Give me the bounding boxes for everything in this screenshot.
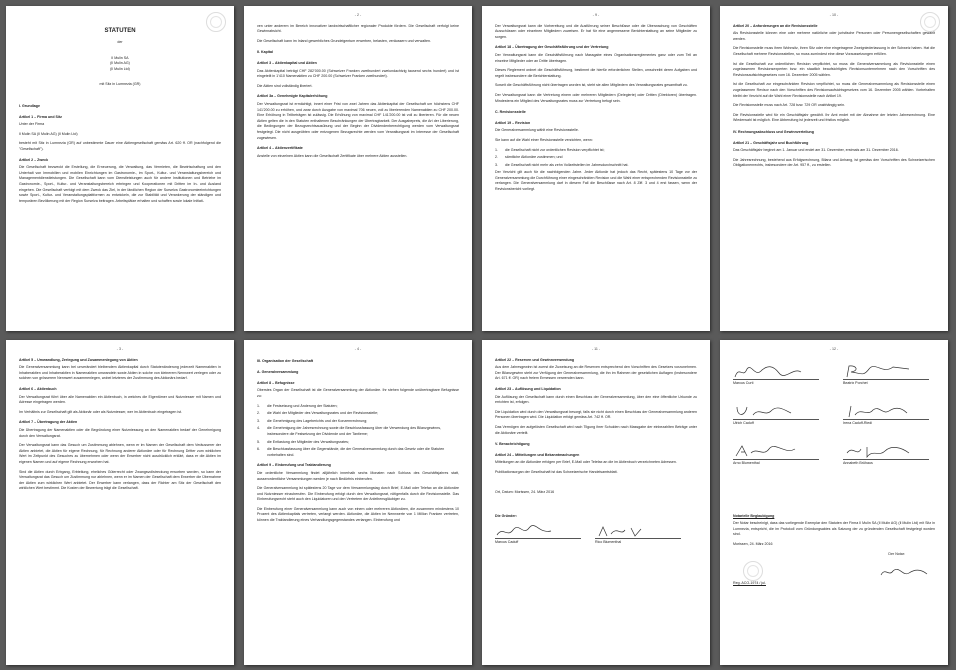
signature-block [595, 524, 681, 546]
signature-block [495, 524, 581, 546]
notary-label: Der Notar: [888, 551, 905, 556]
list-item: 2. die Wahl der Mitglieder des Verwaltungsrates und der Revisionsstelle; [257, 411, 379, 416]
paragraph: Die Gesellschaft kann im Inland gewerbliches Grundeigentum erwerben, belasten, veräussern und verwalten. [257, 38, 431, 43]
article-heading: Artikel 21 – Geschäftsjahr und Buchführung [733, 140, 809, 145]
seal-watermark-icon [920, 12, 940, 32]
page-number: - 4 - [354, 347, 362, 351]
paragraph: Aus dem Jahresgewinn ist zuerst die Zuweisung an die Reserven entsprechend den Vorschriften des Gesetzes vorzunehmen. Der Bilanzgewinn steht zur Verfügung der Generalversammlung, die ihn im Rahmen der gesetzlichen Auflagen (insbesondere Art. 671 ff. OR) nach freiem Ermessen verwenden kann. [495, 365, 697, 381]
paragraph: Der Notar bescheinigt, dass das vorliegende Exemplar den Statuten der Firma Il Mulin SA (Il Mulin AG) (Il Mulin Ltd) mit Sitz in Lumnezia, entspricht, die im Protokoll vom Gründungsaktes als Satzung der zu gründenden Gesellschaft festgelegt worden sind. [733, 521, 935, 537]
paragraph: Die Revisionsstelle muss ihren Wohnsitz, ihren Sitz oder eine eingetragene Zweigniederlassung in der Schweiz haben. Hat die Gesellschaft mehrere Revisionsstellen, so muss zumindest eine diese Voraussetzungen erfüllen. [733, 46, 935, 56]
paragraph: Das Aktienkapital beträgt CHF 282'000.00 (Schweizer Franken zweihundert zweiundachtzig tausend sechs hundert) und ist eingeteilt in 1'410 Namenaktien zu CHF 200.00 (Schweizer Franken zweihundert). [257, 68, 459, 79]
page-number: - 11 - [591, 347, 601, 351]
paragraph: Im Verhältnis zur Gesellschaft gilt als Aktionär oder als Nutzniesser, wer im Aktienbuch eingetragen ist. [19, 409, 182, 414]
article-heading: Artikel 20 – Anforderungen an die Revisionsstelle [733, 23, 818, 28]
paragraph: Sind die Aktien durch Erbgang, Erbteilung, eheliches Güterrecht oder Zwangsvollstreckung erworben worden, so kann der Verwaltungsrat das Gesuch um Zustimmung nur ablehnen, wenn er im Namen der Gesellschaft dem Erwerber die Übernahme der Aktien zum wirklichen Wert anbietet. Der Erwerber kann verlangen, dass der Richter am Sitz der Gesellschaft den wirklichen Wert bestimmt. Die Kosten der Bewertung trägt die Gesellschaft. [19, 469, 221, 491]
signatory-name: Ulrich Caduff [733, 419, 819, 427]
paragraph: Der Verzicht gilt auch für die nachfolgenden Jahre. Jeder Aktionär hat jedoch das Recht, spätestens 10 Tage vor der Generalversammlung die Durchführung einer eingeschränkten Revision und die Wahl einer entsprechenden Revisionsstelle zu verlangen. Die Generalversammlung darf in diesem Fall die Beschlüsse nach Art. 8 Ziff. 3 und 4 erst fassen, wenn der Revisionsbericht vorliegt. [495, 170, 697, 192]
page-number: - 2 - [354, 13, 362, 17]
paragraph: Die Liquidation wird durch den Verwaltungsrat besorgt, falls sie nicht durch einen Beschluss der Generalversammlung anderen Personen übertragen wird. Die Liquidation erfolgt gemäss Art. 742 ff. OR. [495, 409, 697, 420]
paragraph: Das Geschäftsjahr beginnt am 1. Januar und endet am 31. Dezember, erstmals am 31. Dezember 2016. [733, 148, 899, 153]
list-item: 3. die Gesellschaft nicht mehr als zehn Vollzeitstellen im Jahresdurchschnitt hat. [495, 162, 629, 167]
page-7 [482, 340, 710, 665]
paragraph: Die Übertragung der Namenaktien oder die Begründung einer Nutzniessung an den Namenaktien bedarf der Genehmigung durch den Verwaltungsrat. [19, 427, 221, 438]
handwritten-signature-icon [495, 524, 555, 538]
handwritten-signature-icon [843, 443, 913, 459]
paragraph: Die Jahresrechnung, bestehend aus Erfolgsrechnung, Bilanz und Anhang, ist gemäss den Vorschriften des Schweizerischen Obligationenrechts, insbesondere der Art. 957 ff., zu erstellen. [733, 157, 935, 168]
page-2 [244, 6, 472, 331]
handwritten-signature-icon [595, 524, 655, 538]
company-seat: mit Sitz in Lumnezia (GR) [99, 82, 141, 87]
company-name-en: (Il Mulin Ltd) [110, 66, 130, 71]
paragraph: Der Verwaltungsrat ist ermächtigt, innert einer Frist von zwei Jahren das Aktienkapital der Gesellschaft um höchstens CHF 141'200.00 zu erhöhen, und zwar durch Ausgabe von maximal 706 neuen, voll zu liberierenden Namenaktien zu CHF 200.00. Eine Erhöhung in Teilbeträgen ist zulässig. Die Erhöhung von maximal CHF 141'200.00 ist voll zu liberieren. Für die neuen Aktien gelten die in den Statuten enthaltenen Beschränkungen der Übertragbarkeit. Der Ausgabepreis, die Art der Liberierung, die Bedingungen der Bezugsrechtsausübung und der Beginn der Dividendenberechtigung werden vom Verwaltungsrat festgelegt. Die nicht ausgeübten oder entzogenen Bezugsrechte werden vom Verwaltungsrat im Interesse der Gesellschaft zugewiesen. [257, 101, 459, 140]
section-heading: IV. Rechnungsabschluss und Gewinnverteilung [733, 129, 814, 134]
company-name-de: (Il Mulin AG) [110, 61, 130, 66]
paragraph: Publikationsorgan der Gesellschaft ist das Schweizerische Handelsamtsblatt. [495, 469, 618, 474]
article-heading: Artikel 1 – Firma und Sitz [19, 114, 62, 119]
article-heading: Artikel 9 – Einberufung und Traktandierung [257, 463, 331, 468]
signing-date: Ort, Datum: Morissen, 24. März 2016 [495, 489, 555, 494]
paragraph: Oberstes Organ der Gesellschaft ist die Generalversammlung der Aktionäre. Ihr stehen folgende unübertragbare Befugnisse zu: [257, 388, 459, 398]
list-item: 5. die Entlastung der Mitglieder des Verwaltungsrates; [257, 439, 349, 444]
paragraph: Die Revisionsstelle muss nach Art. 728 bzw. 729 OR unabhängig sein. [733, 103, 846, 108]
paragraph: Ist die Gesellschaft zur eingeschränkten Revision verpflichtet, so muss die Generalversammlung als Revisionsstelle einen zugelassenen Revisor nach den Vorschriften des Revisionsaufsichtsgesetzes vom 16. Dezember 2005 wählen. Vorbehalten bleibt der Verzicht auf die Wahl einer Revisionsstelle nach Artikel 19. [733, 82, 935, 98]
paragraph: Anstelle von einzelnen Aktien kann die Gesellschaft Zertifikate über mehrere Aktien ausstellen. [257, 153, 408, 158]
page-1 [6, 6, 234, 331]
list-item: 2. sämtliche Aktionäre zustimmen; und [495, 155, 563, 160]
notary-place-date: Morissen, 24. März 2016 [733, 541, 773, 546]
article-heading: Artikel 19 – Revision [495, 120, 531, 125]
list-item: 3. die Genehmigung des Lageberichts und der Konzernrechnung; [257, 418, 368, 423]
founders-label: Die Gründer: [495, 514, 517, 519]
paragraph: Unter der Firma [19, 122, 45, 127]
paragraph: Dieses Reglement ordnet die Geschäftsführung, bestimmt die hierfür erforderlichen Stellen, umschreibt deren Aufgaben und regelt insbesondere die Berichterstattung. [495, 68, 697, 78]
paragraph: Soweit die Geschäftsführung nicht übertragen worden ist, steht sie allen Mitgliedern des Verwaltungsrates gesamthaft zu. [495, 83, 688, 88]
paragraph: Der Verwaltungsrat kann das Gesuch um Zustimmung ablehnen, wenn er im Namen der Gesellschaft dem Veräusserer der Aktien anbietet, die Aktien für eigene Rechnung, für Rechnung anderer Aktionäre oder für Rechnung Dritter zum wirklichen Wert im Zeitpunkt des Gesuches zu übernehmen oder wenn der Erwerber nicht ausdrücklich erklärt, dass er die Aktien im eigenen Namen und auf eigene Rechnung erworben hat. [19, 443, 221, 464]
signatory-name: Marcus Caduff [495, 538, 581, 546]
page-number: - 10 - [829, 13, 839, 17]
company-name: Il Mulin SA [111, 55, 129, 60]
signatory-name: Beatrix Porchet [843, 379, 929, 387]
handwritten-signature-icon [879, 565, 929, 579]
page-number: - 9 - [592, 13, 600, 17]
paragraph: Die Gesellschaft bezweckt die Erstellung, die Erneuerung, die Verwaltung, das Vermieten, die Bewirtschaftung und den Unterhalt von Immobilien und mobilen Einrichtungen im Gastronomie-, im Sport-, Kultur- und Veranstaltungsbereich und Managementdienstleistungen. Die Gesellschaft kann vom Dienstleistungen auch für andere Institutionen und Betriebe im Gastronomie-, Sport-, Kultur- und Veranstaltungsbereich erbringen und Kooperationen mit Dritten im In- und Ausland eingehen. Die Gesellschaft verfolgt mit dem Zweck das Ziel, in der ländlichen Region der Surselva Gastronomieeinrichtungen sowie Sport-, Kultur- und Veranstaltungsplattformen zu entwickeln, die zur Stabilität und Verankerung der ständigen und temporären Bevölkerung mit der Region Surselva beitragen. Arbeitsplätze erhalten und schaffen sowie lokale Initiati- [19, 165, 221, 203]
list-item: 1. die Festsetzung und Änderung der Statuten; [257, 403, 338, 408]
page-3 [482, 6, 710, 331]
section-heading: I. Grundlage [19, 103, 40, 108]
section-heading: C. Revisionsstelle [495, 110, 526, 115]
article-heading: Artikel 5 – Umwandlung, Zerlegung und Zusammenlegung von Aktien [19, 357, 138, 362]
section-heading: III. Organisation der Gesellschaft [257, 358, 314, 363]
paragraph: Die Generalversammlung kann bei unverändert bleibendem Aktienkapital durch Statutenänderung jederzeit Namenaktien in Inhaberaktien und Inhaberaktien in Namenaktien umwandeln sowie Aktien in solche von kleinerem Nennwert zerlegen oder zu solchen von grösserem Nennwert zusammenlegen, wobei letzteres der Zustimmung des Aktionärs bedarf. [19, 365, 221, 381]
article-heading: Artikel 3a – Genehmigte Kapitalerhöhung [257, 94, 328, 99]
paragraph: Il Mulin SA (Il Mulin AG) (Il Mulin Ltd) [19, 131, 78, 136]
signature-block [843, 363, 929, 387]
signature-block [843, 403, 929, 427]
paragraph: Die ordentliche Versammlung findet alljährlich innerhalb sechs Monaten nach Schluss des Geschäftsjahres statt, ausserordentliche Versammlungen werden je nach Bedürfnis einberufen. [257, 470, 459, 481]
list-item: 6. die Beschlussfassung über die Gegenstände, die der Generalversammlung durch das Gesetz oder die Statuten vorbehalten sind. [257, 447, 445, 457]
signature-grid [733, 359, 935, 509]
signature-block [733, 443, 819, 467]
page-4 [720, 6, 948, 331]
article-heading: Artikel 3 – Aktienkapital und Aktien [257, 60, 317, 65]
article-heading: Artikel 22 – Reserven und Gewinnverwendung [495, 357, 575, 362]
paragraph: besteht mit Sitz in Lumnezia (GR) auf unbestimmte Dauer eine Aktiengesellschaft gemäss Art. 620 ff. OR (nachfolgend die "Gesellschaft"). [19, 141, 221, 151]
page-5 [6, 340, 234, 665]
paragraph: Als Revisionsstelle können eine oder mehrere natürliche oder juristische Personen oder Personengesellschaften gewählt werden. [733, 31, 935, 41]
document-title: STATUTEN [104, 28, 136, 34]
paragraph: Die Auflösung der Gesellschaft kann durch einen Beschluss der Generalversammlung, über den eine öffentliche Urkunde zu errichten ist, erfolgen. [495, 394, 697, 405]
article-heading: Artikel 8 – Befugnisse [257, 380, 295, 385]
signatory-name: Irena Caduff-Riedi [843, 419, 929, 427]
signatory-name: Arno Blumenthal [733, 459, 819, 467]
handwritten-signature-icon [843, 363, 913, 379]
article-heading: Artikel 24 – Mitteilungen und Bekanntmachungen [495, 452, 580, 457]
page-number: - 12 - [829, 347, 839, 351]
paragraph: Der Verwaltungsrat kann die Vorbereitung und die Ausführung seiner Beschlüsse oder die Überwachung von Geschäften Ausschüssen oder einzelnen Mitgliedern zuweisen. Er hat für eine angemessene Berichterstattung an seine Mitglieder zu sorgen. [495, 23, 697, 39]
notary-heading: Notarielle Beglaubigung [733, 513, 775, 518]
signatory-name: Annabeth Brühaus [843, 459, 929, 467]
signature-block [733, 403, 819, 427]
article-heading: Artikel 4 – Aktienzertifikate [257, 146, 303, 151]
paragraph: Ist die Gesellschaft zur ordentlichen Revision verpflichtet, so muss die Generalversammlung als Revisionsstelle einen zugelassenen Revisionsexperten bzw. ein staatlich beaufsichtigtes Revisionsunternehmen nach den Vorschriften des Revisionsaufsichtsgesetzes vom 16. Dezember 2005 wählen. [733, 61, 935, 77]
paragraph: ven unter anderem im Bereich innovativer landwirtschaftlicher regionaler Produkte fördern. Die Gesellschaft verfolgt keine Gewinnabsicht. [257, 23, 459, 34]
signatory-name: Marcus Curti [733, 379, 819, 387]
article-heading: Artikel 2 – Zweck [19, 157, 49, 162]
paragraph: Die Generalversammlung wählt eine Revisionsstelle. [495, 128, 579, 133]
subsection-heading: A. Generalversammlung [257, 370, 299, 375]
article-heading: Artikel 7 – Übertragung der Aktien [19, 420, 78, 425]
paragraph: Das Vermögen der aufgelösten Gesellschaft wird nach Tilgung ihrer Schulden nach Massgabe der einbezahlten Beträge unter die Aktionäre verteilt. [495, 424, 697, 435]
handwritten-signature-icon [733, 403, 803, 419]
paragraph: Sie kann auf die Wahl einer Revisionsstelle verzichten, wenn: [495, 137, 593, 142]
article-heading: Artikel 18 – Übertragung der Geschäftsführung und der Vertretung [495, 45, 609, 50]
signature-block [733, 363, 819, 387]
section-heading: V. Benachrichtigung [495, 442, 530, 447]
paragraph: Der Verwaltungsrat kann die Vertretung einem oder mehreren Mitgliedern (Delegierte) oder Dritten (Direktoren) übertragen. Mindestens ein Mitglied des Verwaltungsrates muss zur Vertretung befugt sein. [495, 92, 697, 103]
page-8 [720, 340, 948, 665]
paragraph: Die Einberufung einer Generalversammlung kann auch von einem oder mehreren Aktionären, die zusammen mindestens 10 Prozent des Aktienkapitals vertreten, verlangt werden. Aktionäre, die Aktien im Nennwerte von 1 Million Franken vertreten, können die Traktandierung eines Verhandlungsgegenstandes verlangen. Einberufung und [257, 506, 459, 523]
article-heading: Artikel 23 – Auflösung und Liquidation [495, 386, 561, 391]
paragraph: Die Aktien sind vollständig liberiert. [257, 83, 313, 88]
list-item: 1. die Gesellschaft nicht zur ordentlichen Revision verpflichtet ist; [495, 147, 605, 152]
seal-watermark-icon [206, 12, 226, 32]
seal-watermark-icon [743, 561, 763, 581]
section-heading: II. Kapital [257, 50, 273, 55]
paragraph: Die Revisionsstelle wird für ein Geschäftsjahr gewählt. Ihr Amt endet mit der Abnahme der letzten Jahresrechnung. Eine Wiederwahl ist möglich. Eine Abberufung ist jederzeit und fristlos möglich. [733, 112, 935, 123]
page-number: - 3 - [116, 347, 124, 351]
paragraph: Mitteilungen an die Aktionäre erfolgen per Brief, E-Mail oder Telefax an die im Aktienbuch verzeichneten Adressen. [495, 460, 677, 465]
registration-number: Reg. ACO-1974 / jul. [733, 581, 766, 586]
paragraph: Der Verwaltungsrat führt über alle Namenaktien ein Aktienbuch, in welches die Eigentümer und Nutzniesser mit Namen und Adresse eingetragen werden. [19, 394, 221, 405]
list-item: 4. die Genehmigung der Jahresrechnung sowie die Beschlussfassung über die Verwendung des Bilanzgewinns, insbesondere die Festsetzung der Dividende und der Tantieme; [257, 426, 442, 436]
handwritten-signature-icon [733, 443, 803, 459]
page-6 [244, 340, 472, 665]
signatory-name: Rico Blumenthal [595, 538, 681, 546]
handwritten-signature-icon [733, 363, 803, 379]
paragraph: Die Generalversammlung ist spätestens 20 Tage vor dem Versammlungstag durch Brief, E-Mail oder Telefax an die Aktionäre und Nutzniesser einzuberufen. Die Einberufung erfolgt durch den Verwaltungsrat, nötigenfalls durch die Revisionsstelle. Das Einberufungsrecht steht auch den Liquidatoren und den Vertretern der Anleihensgläubiger zu. [257, 486, 459, 502]
handwritten-signature-icon [843, 403, 913, 419]
notary-seal-area [733, 561, 935, 581]
paragraph: Der Verwaltungsrat kann die Geschäftsführung nach Massgabe eines Organisationsreglementes ganz oder zum Teil an einzelne Mitglieder oder an Dritte übertragen. [495, 52, 697, 63]
signature-block [843, 443, 929, 467]
text-der: der [117, 40, 123, 44]
article-heading: Artikel 6 – Aktienbuch [19, 386, 57, 391]
